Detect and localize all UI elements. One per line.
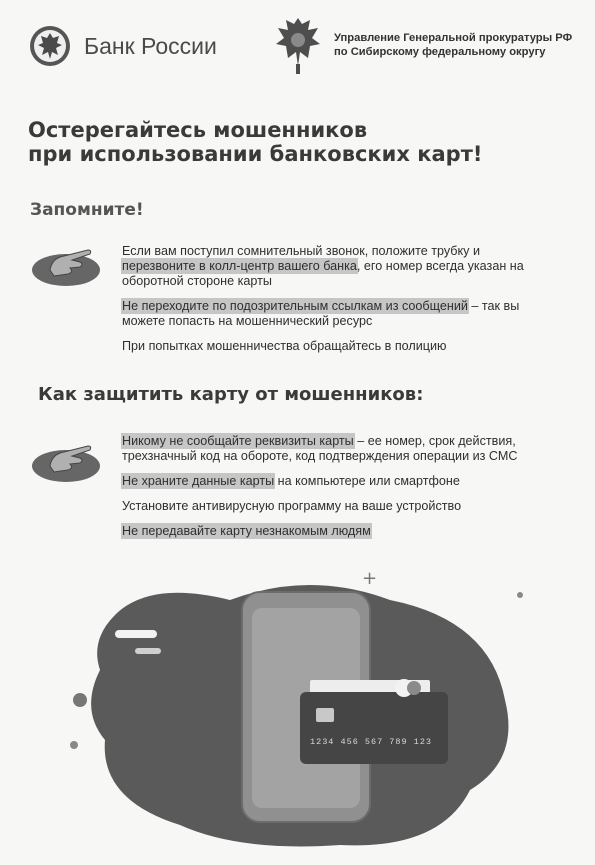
phone-card-illustration xyxy=(60,560,540,855)
prosecutor-logo xyxy=(272,14,572,76)
remember-heading: Запомните! xyxy=(30,200,144,220)
hand-pointing-icon xyxy=(30,240,102,288)
bank-name: Банк России xyxy=(84,32,217,59)
remember-list xyxy=(122,244,532,364)
protect-heading: Как защитить карту от мошенников: xyxy=(38,384,424,405)
remember-item-1: Если вам поступил сомнительный звонок, положите трубку и перезвоните в колл-центр вашего банка, его номер всегда указан на оборотной стороне карты xyxy=(122,244,524,288)
protect-item-2: Не храните данные карты на компьютере или смартфоне xyxy=(122,474,460,488)
bank-of-russia-logo xyxy=(28,24,217,68)
page-title: Остерегайтесь мошенников при использовании банковских карт! xyxy=(28,118,483,166)
protect-item-3: Установите антивирусную программу на ваше устройство xyxy=(122,499,462,513)
remember-item-3: При попытках мошенничества обращайтесь в полицию xyxy=(122,339,447,353)
prosecutor-emblem-icon xyxy=(272,14,324,76)
bank-eagle-icon xyxy=(28,24,72,68)
remember-item-2: Не переходите по подозрительным ссылкам из сообщений – так вы можете попасть на мошеннический ресурс xyxy=(122,299,520,328)
protect-item-1: Никому не сообщайте реквизиты карты – ее номер, срок действия, трехзначный код на обороте, код подтверждения операции из СМС xyxy=(122,434,518,463)
plus-icon: + xyxy=(362,568,378,589)
protect-item-4: Не передавайте карту незнакомым людям xyxy=(122,524,371,538)
hand-pointing-icon xyxy=(30,436,102,484)
prosecutor-office-name: Управление Генеральной прокуратуры РФ по Сибирскому федеральному округу xyxy=(334,32,573,58)
card-number: 1234 456 567 789 123 xyxy=(310,737,433,747)
protect-list xyxy=(122,434,527,549)
bank-card-illustration xyxy=(300,692,448,764)
